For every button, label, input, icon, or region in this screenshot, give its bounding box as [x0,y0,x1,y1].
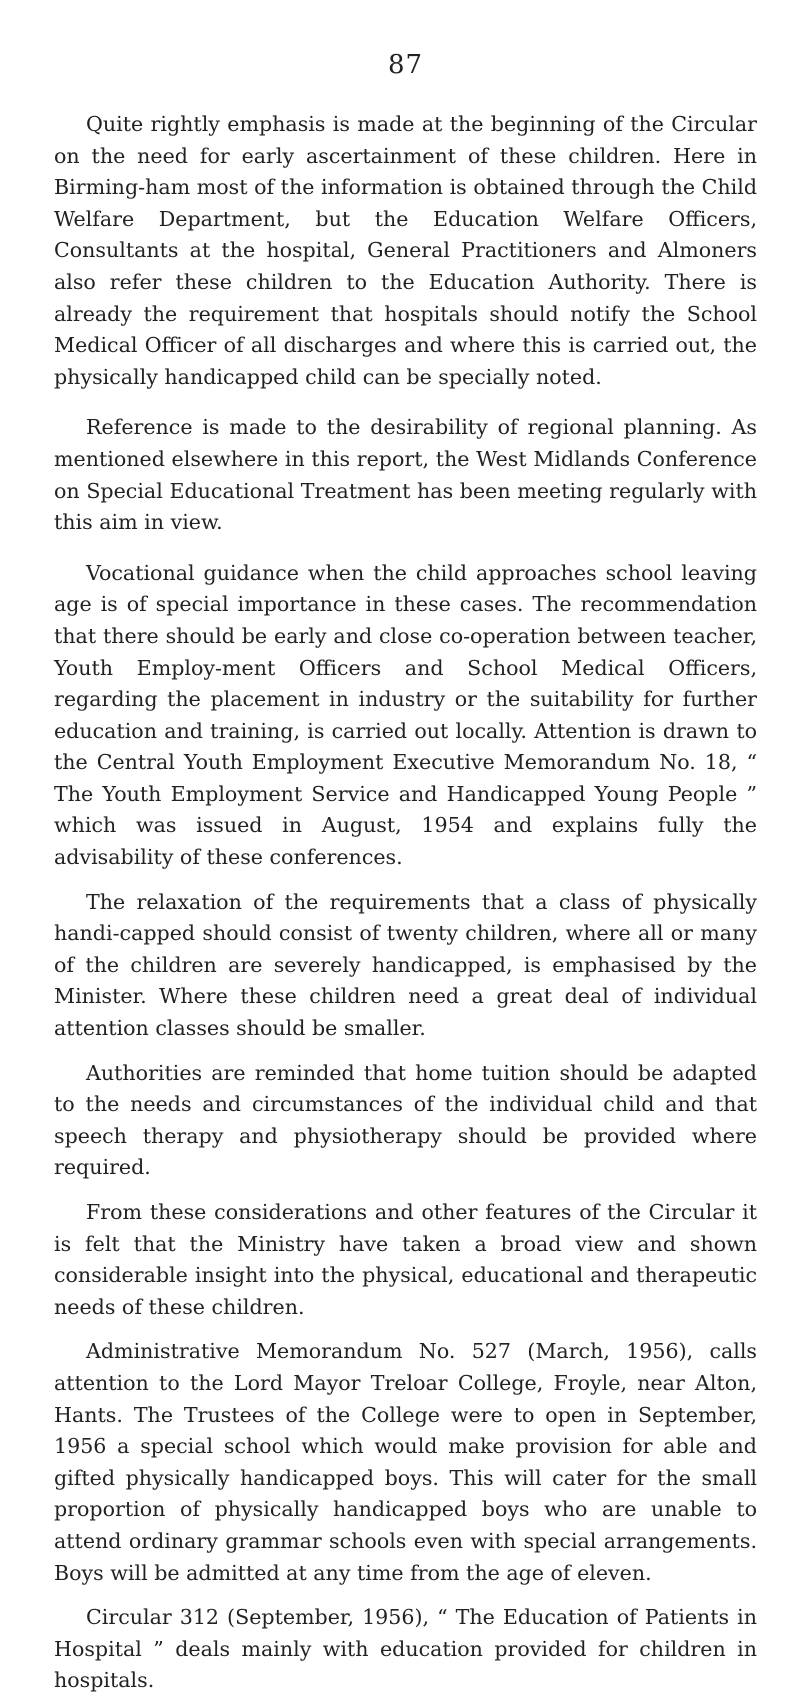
paragraph-treloar-college: Administrative Memorandum No. 527 (March, 1956), calls attention to the Lord Mayor Treloar College, Froyle, near Alton, Hants. The Trustees of the College were to open in September, 1956 a special school which would make provision for able and gifted physically handicapped boys. This will cater for the small proportion of physically handicapped boys who are unable to attend ordinary grammar schools even with special arrangements. Boys will be admitted at any time from the age of eleven. [54,1339,757,1585]
page-number: 87 [387,50,424,80]
paragraph-vocational-guidance: Vocational guidance when the child approaches school leaving age is of special importance in these cases. The recommendation that there should be early and close co-operation between teacher, Youth Employ-ment Officers and School Medical Officers, regarding the placement in industry or the suitability for further education and training, is carried out locally. Attention is drawn to the Central Youth Employment Executive Memorandum No. 18, “ The Youth Employment Service and Handicapped Young People ” which was issued in August, 1954 and explains fully the advisability of these conferences. [54,560,757,870]
paragraph-home-tuition: Authorities are reminded that home tuition should be adapted to the needs and circumstances of the individual child and that speech therapy and physiotherapy should be provided where required. [54,1060,757,1180]
paragraph-ascertainment: Quite rightly emphasis is made at the beginning of the Circular on the need for early ascertainment of these children. Here in Birming-ham most of the information is obtained through the Child Welfare Department, but the Education Welfare Officers, Consultants at the hospital, General Practitioners and Almoners also refer these children to the Education Authority. There is already the requirement that hospitals should notify the School Medical Officer of all discharges and where this is carried out, the physically handicapped child can be specially noted. [54,112,757,389]
paragraph-circular-312: Circular 312 (September, 1956), “ The Education of Patients in Hospital ” deals mainly with education provided for children in hospitals. [54,1605,757,1693]
paragraph-ministry-view: From these considerations and other features of the Circular it is felt that the Ministry have taken a broad view and shown considerable insight into the physical, educational and therapeutic needs of these children. [54,1200,757,1319]
paragraph-class-size: The relaxation of the requirements that a class of physically handi-capped should consist of twenty children, where all or many of the children are severely handicapped, is emphasised by the Minister. Where these children need a great deal of individual attention classes should be smaller. [54,889,757,1041]
paragraph-regional-planning: Reference is made to the desirability of regional planning. As mentioned elsewhere in this report, the West Midlands Conference on Special Educational Treatment has been meeting regularly with this aim in view. [54,415,757,535]
